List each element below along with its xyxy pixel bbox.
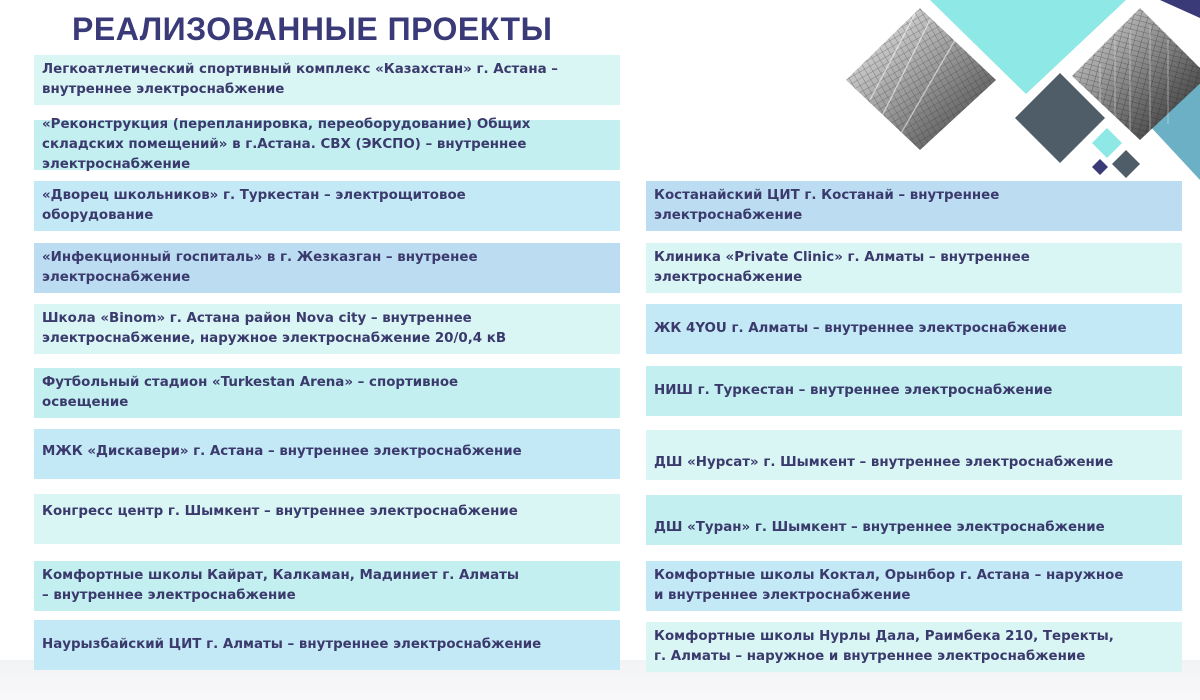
- slate-diamond-small: [1112, 150, 1140, 178]
- project-card: Футбольный стадион «Turkestan Arena» – спортивное освещение: [34, 368, 620, 418]
- teal-diamond-large: [930, 0, 1126, 94]
- project-card: ДШ «Туран» г. Шымкент – внутреннее электроснабжение: [646, 495, 1182, 545]
- project-card: Костанайский ЦИТ г. Костанай – внутреннее электроснабжение: [646, 181, 1182, 231]
- project-card: ДШ «Нурсат» г. Шымкент – внутреннее электроснабжение: [646, 430, 1182, 480]
- slate-diamond: [1015, 73, 1105, 163]
- city-photo-diamond-2: [1072, 8, 1200, 140]
- project-card: Комфортные школы Коктал, Орынбор г. Астана – наружное и внутреннее электроснабжение: [646, 561, 1182, 611]
- project-card: НИШ г. Туркестан – внутреннее электроснабжение: [646, 366, 1182, 416]
- city-photo-diamond-1: [846, 8, 996, 150]
- steel-blue-diamond: [1148, 67, 1200, 180]
- project-card: Конгресс центр г. Шымкент – внутреннее электроснабжение: [34, 494, 620, 544]
- navy-corner-triangle: [1160, 0, 1200, 18]
- project-card: Комфортные школы Кайрат, Калкаман, Мадиниет г. Алматы – внутреннее электроснабжение: [34, 561, 620, 611]
- project-card: «Дворец школьников» г. Туркестан – электрощитовое оборудование: [34, 181, 620, 231]
- project-card: Клиника «Private Clinic» г. Алматы – внутреннее электроснабжение: [646, 243, 1182, 293]
- project-card: ЖК 4YOU г. Алматы – внутреннее электроснабжение: [646, 304, 1182, 354]
- project-card: Наурызбайский ЦИТ г. Алматы – внутреннее электроснабжение: [34, 620, 620, 670]
- project-card: МЖК «Дискавери» г. Астана – внутреннее электроснабжение: [34, 429, 620, 479]
- teal-diamond-small: [1092, 128, 1122, 158]
- navy-diamond-tiny: [1092, 159, 1108, 175]
- project-card: Комфортные школы Нурлы Дала, Раимбека 210, Теректы, г. Алматы – наружное и внутреннее электроснабжение: [646, 622, 1182, 672]
- project-card: «Инфекционный госпиталь» в г. Жезказган – внутренее электроснабжение: [34, 243, 620, 293]
- project-card: Школа «Binom» г. Астана район Nova city – внутреннее электроснабжение, наружное электроснабжение 20/0,4 кВ: [34, 304, 620, 354]
- page-title: РЕАЛИЗОВАННЫЕ ПРОЕКТЫ: [72, 11, 553, 47]
- project-card: «Реконструкция (перепланировка, переоборудование) Общих складских помещений» в г.Астана. СВХ (ЭКСПО) – внутреннее электроснабжение: [34, 120, 620, 170]
- project-card: Легкоатлетический спортивный комплекс «Казахстан» г. Астана – внутреннее электроснабжение: [34, 55, 620, 105]
